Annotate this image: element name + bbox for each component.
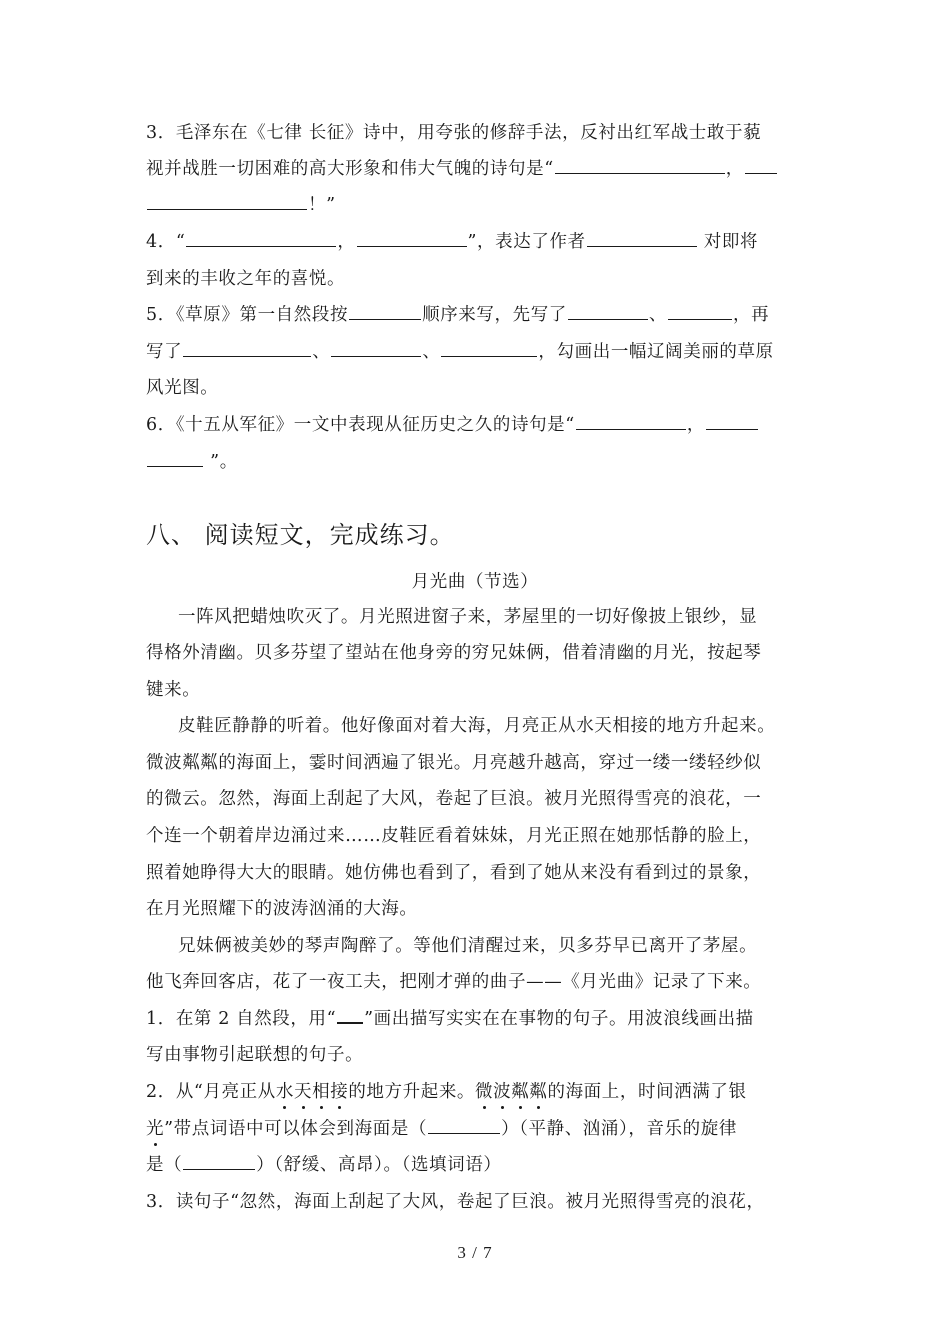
answer-blank[interactable] [349,305,421,320]
answer-blank[interactable] [183,1155,255,1170]
answer-blank[interactable] [668,305,732,320]
dotted-char: 天 [294,1082,313,1102]
fill-q6-comma: ， [686,415,705,435]
fill-q3-text: 视并战胜一切困难的高大形象和伟大气魄的诗句是“ [146,159,554,179]
answer-blank[interactable] [357,232,467,247]
fill-q6-text: 6．《十五从军征》一文中表现从征历史之久的诗句是“ [146,415,575,435]
question-2-text-e: ）（平静、汹涌），音乐的旋律 [501,1119,737,1139]
passage-line: 个连一个朝着岸边涌过来……皮鞋匠看着妹妹，月光正照在她那恬静的脸上， [146,826,762,846]
passage-line: 他飞奔回客店，花了一夜工夫，把刚才弹的曲子——《月光曲》记录了下来。 [146,972,762,992]
question-2-text-f: 是（ [146,1155,183,1175]
page-number: 3 / 7 [457,1243,493,1262]
passage-line: 微波粼粼的海面上，霎时间洒遍了银光。月亮越升越高，穿过一缕一缕轻纱似 [146,753,762,773]
answer-blank[interactable] [147,195,307,210]
fill-q3-end: ！” [308,195,336,215]
answer-blank[interactable] [587,232,697,247]
answer-blank[interactable] [745,159,777,174]
question-3-line1: 3．读句子“忽然，海面上刮起了大风，卷起了巨浪。被月光照得雪亮的浪花， [146,1192,765,1212]
answer-blank[interactable] [428,1119,500,1134]
question-1-text-a: 1．在第 2 自然段，用“ [146,1009,337,1029]
question-2-text-a: 2．从“月亮正从 [146,1082,276,1102]
question-1-text-b: ”画出描写实实在在事物的句子。用波浪线画出描 [364,1009,754,1029]
question-2-text-c: 的海面上，时间洒满了银 [547,1082,747,1102]
fill-q5-text-d: 写了 [146,342,183,362]
fill-q5-line1 [146,304,769,326]
fill-q6-line2 [146,451,238,473]
passage-line: 一阵风把蜡烛吹灭了。月光照进窗子来，茅屋里的一切好像披上银纱，显 [178,607,758,627]
dotted-char: 光 [146,1119,165,1139]
dotted-char: 接 [330,1082,349,1102]
fill-q5-text-c: ，再 [733,305,770,325]
answer-blank[interactable] [555,159,725,174]
dotted-char: 波 [493,1082,512,1102]
fill-q5-line3: 风光图。 [146,378,219,398]
fill-q5-sep: 、 [312,342,331,362]
passage-line: 键来。 [146,680,201,700]
fill-q4-line1 [146,231,758,253]
fill-q3-comma: ， [725,159,744,179]
passage-line: 在月光照耀下的波涛汹涌的大海。 [146,899,418,919]
passage-line: 的微云。忽然，海面上刮起了大风，卷起了巨浪。被月光照得雪亮的浪花，一 [146,789,762,809]
question-2-line2 [146,1118,737,1140]
fill-q5-line2 [146,341,774,363]
answer-blank[interactable] [576,415,686,430]
passage-title: 月光曲（节选） [411,572,539,592]
question-1-line2: 写由事物引起联想的句子。 [146,1045,364,1065]
answer-blank[interactable] [568,305,648,320]
fill-q6-end: ”。 [204,452,238,472]
fill-q5-text-b: 顺序来写，先写了 [422,305,567,325]
answer-blank[interactable] [706,415,758,430]
dotted-char: 粼 [529,1082,548,1102]
question-2-text-b: 的地方升起来。 [348,1082,476,1102]
fill-q5-text-e: ，勾画出一幅辽阔美丽的草原 [538,342,774,362]
answer-blank[interactable] [186,232,336,247]
fill-q6-line1 [146,414,759,436]
question-1-line1 [146,1008,754,1030]
fill-q4-mid: ”，表达了作者 [467,232,586,252]
fill-q5-text-a: 5．《草原》第一自然段按 [146,305,349,325]
question-2-text-d: ”带点词语中可以体会到海面是（ [164,1119,428,1139]
fill-q3-line3 [146,194,336,216]
fill-q4-line2: 到来的丰收之年的喜悦。 [146,269,346,289]
question-2-line1 [146,1081,747,1103]
fill-q3-line1: 3．毛泽东在《七律 长征》诗中，用夸张的修辞手法，反衬出红军战士敢于藐 [146,123,762,143]
dotted-char: 相 [312,1082,331,1102]
fill-q4-num: 4．“ [146,232,186,252]
passage-line: 兄妹俩被美妙的琴声陶醉了。等他们清醒过来，贝多芬早已离开了茅屋。 [178,936,758,956]
fill-q5-sep: 、 [422,342,441,362]
passage-line: 得格外清幽。贝多芬望了望站在他身旁的穷兄妹俩，借着清幽的月光，按起琴 [146,643,762,663]
straight-line-sample [337,1008,363,1024]
answer-blank[interactable] [183,342,311,357]
question-2-text-g: ）（舒缓、高昂）。（选填词语） [256,1155,502,1175]
dotted-char: 微 [475,1082,494,1102]
passage-line: 照着她睁得大大的眼睛。她仿佛也看到了，看到了她从来没有看到过的景象， [146,863,762,883]
fill-q4-end: 对即将 [697,232,759,252]
dotted-char: 水 [275,1082,294,1102]
fill-q5-sep: 、 [648,305,668,325]
passage-line: 皮鞋匠静静的听着。他好像面对着大海，月亮正从水天相接的地方升起来。 [178,716,776,736]
section-heading: 八、 阅读短文，完成练习。 [146,521,455,549]
answer-blank[interactable] [441,342,537,357]
answer-blank[interactable] [331,342,421,357]
question-2-line3 [146,1154,501,1176]
fill-q4-comma: ， [337,232,356,252]
dotted-char: 粼 [511,1082,530,1102]
fill-q3-line2 [146,158,778,180]
answer-blank[interactable] [147,452,203,467]
